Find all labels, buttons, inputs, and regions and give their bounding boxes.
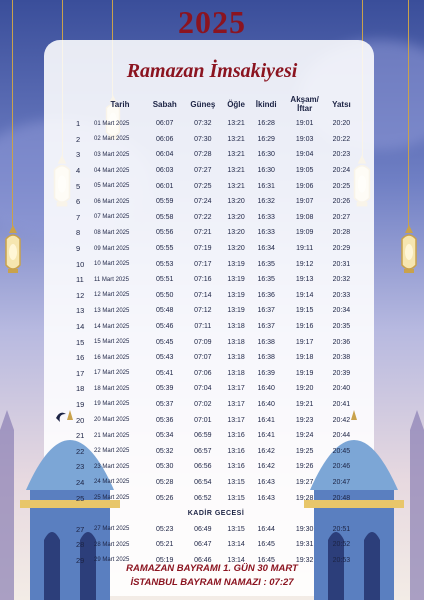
gunes-time: 06:52 — [194, 494, 212, 502]
day-number: 3 — [76, 150, 81, 160]
yatsi-time: 20:31 — [332, 260, 351, 268]
date: 03 Mart 2025 — [94, 151, 130, 158]
ikindi-time: 16:41 — [257, 432, 275, 440]
bayram-prayer-time: İSTANBUL BAYRAM NAMAZI : 07:27 — [130, 577, 294, 588]
ikindi-time: 16:37 — [257, 323, 275, 331]
aksam-time: 19:32 — [295, 556, 314, 564]
day-number: 23 — [76, 462, 85, 472]
ogle-time: 13:19 — [227, 260, 245, 268]
table-row — [76, 288, 356, 304]
sabah-time: 05:53 — [155, 260, 174, 268]
date: 02 Mart 2025 — [94, 136, 130, 143]
aksam-time: 19:31 — [295, 541, 314, 549]
yatsi-time: 20:39 — [332, 369, 351, 377]
aksam-time: 19:17 — [295, 338, 314, 346]
aksam-time: 19:30 — [295, 525, 314, 533]
table-row — [76, 490, 356, 506]
gunes-time: 06:59 — [194, 432, 212, 440]
table-header-row — [76, 92, 356, 116]
ogle-time: 13:19 — [227, 291, 245, 299]
ogle-time: 13:17 — [227, 400, 245, 408]
aksam-time: 19:16 — [295, 323, 314, 331]
gunes-time: 06:57 — [194, 447, 212, 455]
gunes-time: 07:11 — [194, 323, 212, 331]
day-number: 10 — [76, 259, 85, 269]
sabah-time: 05:36 — [155, 416, 174, 424]
column-header-ikindi: İkindi — [255, 99, 277, 109]
date: 12 Mart 2025 — [94, 292, 130, 299]
sabah-time: 06:01 — [155, 182, 174, 190]
gunes-time: 07:21 — [194, 229, 212, 237]
gunes-time: 07:14 — [194, 291, 212, 299]
page-year: 2025 — [178, 4, 246, 40]
date: 15 Mart 2025 — [94, 339, 130, 346]
sabah-time: 05:34 — [155, 432, 174, 440]
date: 06 Mart 2025 — [94, 198, 130, 205]
ogle-time: 13:18 — [227, 338, 245, 346]
table-row — [76, 272, 356, 288]
date: 11 Mart 2025 — [94, 276, 129, 283]
date: 19 Mart 2025 — [94, 401, 130, 408]
aksam-time: 19:04 — [295, 151, 314, 159]
aksam-time: 19:28 — [295, 494, 314, 502]
date: 28 Mart 2025 — [94, 541, 130, 548]
sabah-time: 05:59 — [155, 198, 174, 206]
sabah-time: 05:55 — [155, 245, 174, 253]
gunes-time: 06:54 — [194, 478, 212, 486]
ikindi-time: 16:44 — [257, 525, 275, 533]
ogle-time: 13:17 — [227, 416, 245, 424]
ogle-time: 13:21 — [227, 135, 245, 143]
day-number: 19 — [76, 399, 85, 409]
sabah-time: 05:39 — [155, 385, 174, 393]
gunes-time: 07:06 — [194, 369, 212, 377]
sabah-time: 05:50 — [155, 291, 174, 299]
date: 17 Mart 2025 — [94, 370, 130, 377]
yatsi-time: 20:53 — [332, 556, 351, 564]
table-row — [76, 412, 356, 428]
yatsi-time: 20:41 — [332, 400, 351, 408]
sabah-time: 05:26 — [155, 494, 174, 502]
day-number: 11 — [76, 275, 84, 285]
ikindi-time: 16:29 — [257, 135, 275, 143]
yatsi-time: 20:51 — [332, 525, 351, 533]
sabah-time: 05:30 — [155, 463, 174, 471]
date: 23 Mart 2025 — [94, 463, 130, 470]
table-row — [76, 178, 356, 194]
gunes-time: 07:16 — [194, 276, 212, 284]
ogle-time: 13:18 — [227, 323, 245, 331]
aksam-time: 19:13 — [295, 276, 314, 284]
ikindi-time: 16:38 — [257, 338, 275, 346]
gunes-time: 06:47 — [194, 541, 212, 549]
ikindi-time: 16:34 — [257, 245, 275, 253]
gunes-time: 07:22 — [194, 213, 212, 221]
gunes-time: 07:24 — [194, 198, 212, 206]
yatsi-time: 20:48 — [332, 494, 351, 502]
ogle-time: 13:18 — [227, 354, 245, 362]
ikindi-time: 16:39 — [257, 369, 275, 377]
ikindi-time: 16:40 — [257, 400, 275, 408]
day-number: 4 — [76, 166, 81, 176]
table-row — [76, 210, 356, 226]
day-number: 9 — [76, 244, 81, 254]
date: 20 Mart 2025 — [94, 417, 130, 424]
day-number: 12 — [76, 290, 85, 300]
day-number: 29 — [76, 555, 85, 565]
yatsi-time: 20:29 — [332, 245, 351, 253]
yatsi-time: 20:38 — [332, 354, 351, 362]
aksam-time: 19:26 — [295, 463, 314, 471]
kadir-gecesi-row — [76, 506, 356, 522]
table-row — [76, 194, 356, 210]
yatsi-time: 20:46 — [332, 463, 351, 471]
date: 24 Mart 2025 — [94, 479, 130, 486]
aksam-time: 19:15 — [295, 307, 314, 315]
yatsi-time: 20:52 — [332, 541, 351, 549]
aksam-time: 19:25 — [295, 447, 314, 455]
kadir-gecesi-label: KADİR GECESİ — [187, 510, 245, 518]
table-row — [76, 319, 356, 335]
day-number: 22 — [76, 446, 85, 456]
day-number: 6 — [76, 197, 81, 207]
date: 16 Mart 2025 — [94, 354, 130, 361]
yatsi-time: 20:24 — [332, 167, 351, 175]
ikindi-time: 16:45 — [257, 556, 275, 564]
yatsi-time: 20:45 — [332, 447, 351, 455]
ikindi-time: 16:38 — [257, 354, 275, 362]
column-header-gunes: Güneş — [190, 99, 216, 109]
gunes-time: 07:07 — [194, 354, 212, 362]
date: 27 Mart 2025 — [94, 526, 130, 533]
ogle-time: 13:15 — [227, 494, 245, 502]
gunes-time: 07:09 — [194, 338, 212, 346]
table-row — [76, 163, 356, 179]
day-number: 28 — [76, 540, 85, 550]
sabah-time: 05:41 — [155, 369, 174, 377]
day-number: 20 — [76, 415, 85, 425]
column-header-day — [76, 92, 94, 116]
day-number: 27 — [76, 524, 85, 534]
date: 10 Mart 2025 — [94, 261, 130, 268]
date: 07 Mart 2025 — [94, 214, 130, 221]
ogle-time: 13:18 — [227, 369, 245, 377]
aksam-time: 19:09 — [295, 229, 314, 237]
aksam-time: 19:27 — [295, 478, 314, 486]
sabah-time: 05:51 — [155, 276, 174, 284]
day-number: 24 — [76, 477, 85, 487]
aksam-time: 19:24 — [295, 432, 314, 440]
day-number: 14 — [76, 322, 85, 332]
gunes-time: 07:19 — [194, 245, 212, 253]
ikindi-time: 16:42 — [257, 463, 275, 471]
column-header-date: Tarih — [110, 99, 130, 109]
sabah-time: 06:07 — [155, 120, 174, 128]
table-row — [76, 381, 356, 397]
bayram-date: RAMAZAN BAYRAMI 1. GÜN 30 MART — [126, 563, 298, 574]
sabah-time: 05:48 — [155, 307, 174, 315]
ogle-time: 13:21 — [227, 120, 245, 128]
date: 29 Mart 2025 — [94, 557, 130, 564]
day-number: 7 — [76, 212, 81, 222]
ikindi-time: 16:35 — [257, 260, 275, 268]
aksam-time: 19:18 — [295, 354, 314, 362]
day-number: 1 — [76, 119, 81, 129]
date: 04 Mart 2025 — [94, 167, 130, 174]
table-row — [76, 334, 356, 350]
table-row — [76, 303, 356, 319]
date: 18 Mart 2025 — [94, 385, 130, 392]
gunes-time: 06:56 — [194, 463, 212, 471]
date: 09 Mart 2025 — [94, 245, 130, 252]
ikindi-time: 16:31 — [257, 182, 275, 190]
aksam-time: 19:06 — [295, 182, 314, 190]
yatsi-time: 20:22 — [332, 135, 351, 143]
table-row — [76, 366, 356, 382]
gunes-time: 07:28 — [194, 151, 212, 159]
yatsi-time: 20:28 — [332, 229, 351, 237]
date: 22 Mart 2025 — [94, 448, 130, 455]
ikindi-time: 16:41 — [257, 416, 275, 424]
yatsi-time: 20:47 — [332, 478, 351, 486]
aksam-time: 19:12 — [295, 260, 314, 268]
ikindi-time: 16:36 — [257, 291, 275, 299]
ogle-time: 13:14 — [227, 556, 245, 564]
day-number: 25 — [76, 493, 85, 503]
yatsi-time: 20:44 — [332, 432, 351, 440]
sabah-time: 05:56 — [155, 229, 174, 237]
page-title: Ramazan İmsakiyesi — [126, 60, 298, 82]
ogle-time: 13:20 — [227, 198, 245, 206]
lantern-icon — [2, 225, 24, 281]
aksam-time: 19:07 — [295, 198, 314, 206]
yatsi-time: 20:27 — [332, 213, 351, 221]
day-number: 2 — [76, 134, 81, 144]
ogle-time: 13:20 — [227, 213, 245, 221]
table-row — [76, 475, 356, 491]
day-number: 5 — [76, 181, 81, 191]
sabah-time: 06:04 — [155, 151, 174, 159]
table-row — [76, 443, 356, 459]
date: 01 Mart 2025 — [94, 120, 130, 127]
day-number: 18 — [76, 384, 85, 394]
sabah-time: 05:28 — [155, 478, 174, 486]
sabah-time: 05:19 — [155, 556, 174, 564]
ikindi-time: 16:30 — [257, 167, 275, 175]
gunes-time: 07:25 — [194, 182, 212, 190]
yatsi-time: 20:35 — [332, 323, 351, 331]
ogle-time: 13:16 — [227, 432, 245, 440]
yatsi-time: 20:20 — [332, 120, 351, 128]
ogle-time: 13:19 — [227, 276, 245, 284]
gunes-time: 07:01 — [194, 416, 212, 424]
date: 14 Mart 2025 — [94, 323, 130, 330]
table-row — [76, 116, 356, 132]
yatsi-time: 20:36 — [332, 338, 351, 346]
sabah-time: 05:23 — [155, 525, 174, 533]
day-number: 8 — [76, 228, 81, 238]
ogle-time: 13:20 — [227, 229, 245, 237]
gunes-time: 07:12 — [194, 307, 212, 315]
sabah-time: 05:37 — [155, 400, 174, 408]
gunes-time: 07:04 — [194, 385, 212, 393]
gunes-time: 06:46 — [194, 556, 212, 564]
column-header-aksam: Akşam/ İftar — [290, 95, 319, 113]
yatsi-time: 20:32 — [332, 276, 351, 284]
ikindi-time: 16:42 — [257, 447, 275, 455]
day-number: 17 — [76, 368, 85, 378]
aksam-time: 19:19 — [295, 369, 314, 377]
day-number: 21 — [76, 431, 85, 441]
ikindi-time: 16:33 — [257, 229, 275, 237]
ikindi-time: 16:32 — [257, 198, 275, 206]
table-row — [76, 350, 356, 366]
aksam-time: 19:23 — [295, 416, 314, 424]
date: 25 Mart 2025 — [94, 495, 130, 502]
gunes-time: 07:30 — [194, 135, 212, 143]
table-row — [76, 256, 356, 272]
gunes-time: 07:17 — [194, 260, 212, 268]
table-row — [76, 537, 356, 553]
table-row — [76, 459, 356, 475]
ogle-time: 13:20 — [227, 245, 245, 253]
gunes-time: 06:49 — [194, 525, 212, 533]
column-header-yatsi: Yatsı — [332, 99, 351, 109]
ogle-time: 13:16 — [227, 463, 245, 471]
column-header-ogle: Öğle — [227, 99, 245, 109]
ikindi-time: 16:28 — [257, 120, 275, 128]
yatsi-time: 20:42 — [332, 416, 351, 424]
yatsi-time: 20:40 — [332, 385, 351, 393]
ikindi-time: 16:45 — [257, 541, 275, 549]
ikindi-time: 16:30 — [257, 151, 275, 159]
sabah-time: 05:43 — [155, 354, 174, 362]
table-row — [76, 225, 356, 241]
ogle-time: 13:14 — [227, 541, 245, 549]
yatsi-time: 20:33 — [332, 291, 351, 299]
table-row — [76, 132, 356, 148]
aksam-time: 19:03 — [295, 135, 314, 143]
day-number: 16 — [76, 353, 85, 363]
ogle-time: 13:21 — [227, 182, 245, 190]
ogle-time: 13:16 — [227, 447, 245, 455]
ogle-time: 13:21 — [227, 167, 245, 175]
table-row — [76, 397, 356, 413]
ikindi-time: 16:33 — [257, 213, 275, 221]
date: 08 Mart 2025 — [94, 229, 130, 236]
table-row — [76, 428, 356, 444]
sabah-time: 05:32 — [155, 447, 174, 455]
aksam-time: 19:21 — [295, 400, 314, 408]
ogle-time: 13:19 — [227, 307, 245, 315]
column-header-sabah: Sabah — [152, 99, 177, 109]
yatsi-time: 20:34 — [332, 307, 351, 315]
ikindi-time: 16:40 — [257, 385, 275, 393]
day-number: 13 — [76, 306, 85, 316]
day-number: 15 — [76, 337, 85, 347]
ikindi-time: 16:43 — [257, 478, 275, 486]
ogle-time: 13:21 — [227, 151, 245, 159]
sabah-time: 05:58 — [155, 213, 174, 221]
aksam-time: 19:01 — [295, 120, 314, 128]
prayer-times-table — [76, 92, 356, 568]
ikindi-time: 16:37 — [257, 307, 275, 315]
aksam-time: 19:08 — [295, 213, 314, 221]
date: 21 Mart 2025 — [94, 432, 130, 439]
gunes-time: 07:27 — [194, 167, 212, 175]
yatsi-time: 20:23 — [332, 151, 351, 159]
sabah-time: 06:03 — [155, 167, 174, 175]
aksam-time: 19:20 — [295, 385, 314, 393]
ikindi-time: 16:35 — [257, 276, 275, 284]
yatsi-time: 20:25 — [332, 182, 351, 190]
sabah-time: 06:06 — [155, 135, 174, 143]
aksam-time: 19:05 — [295, 167, 314, 175]
sabah-time: 05:46 — [155, 323, 174, 331]
table-row — [76, 147, 356, 163]
aksam-time: 19:14 — [295, 291, 314, 299]
date: 13 Mart 2025 — [94, 307, 130, 314]
sabah-time: 05:21 — [155, 541, 174, 549]
sabah-time: 05:45 — [155, 338, 174, 346]
aksam-time: 19:11 — [296, 245, 314, 253]
gunes-time: 07:02 — [194, 400, 212, 408]
ogle-time: 13:15 — [227, 525, 245, 533]
yatsi-time: 20:26 — [332, 198, 351, 206]
ogle-time: 13:15 — [227, 478, 245, 486]
ogle-time: 13:17 — [227, 385, 245, 393]
ikindi-time: 16:43 — [257, 494, 275, 502]
table-row — [76, 241, 356, 257]
lantern-icon — [398, 225, 420, 281]
date: 05 Mart 2025 — [94, 183, 130, 190]
gunes-time: 07:32 — [194, 120, 212, 128]
table-row — [76, 521, 356, 537]
